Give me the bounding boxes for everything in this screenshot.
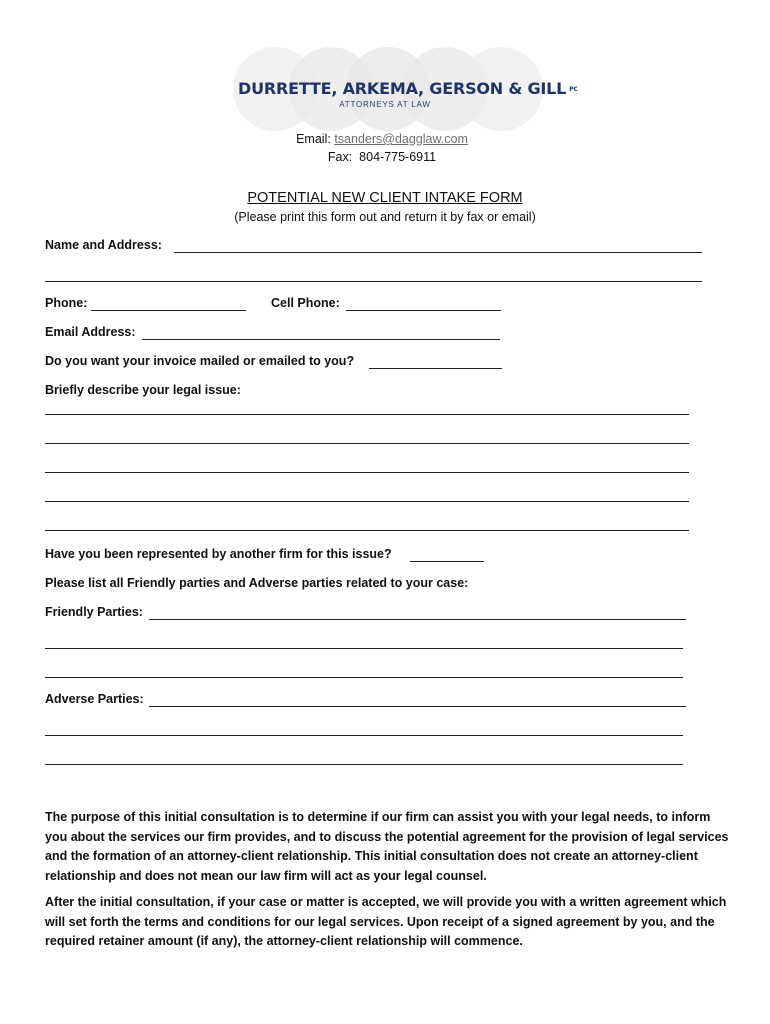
firm-name-text: DURRETTE, ARKEMA, GERSON & GILL (238, 79, 567, 98)
legal-issue-line-2[interactable] (45, 443, 689, 444)
name-address-line-2[interactable] (45, 281, 702, 282)
consultation-purpose-paragraph: The purpose of this initial consultation is to determine if our firm can assist you with your legal needs, to inform you about the services our firm provides, and to discuss the potential agreement for the provision of legal services and the formation of an attorney-client relationship. This initial consultation does not create an attorney-client relationship and does not mean our law firm will act as your legal counsel. (45, 810, 729, 883)
firm-suffix: PC (569, 86, 578, 93)
legal-issue-line-3[interactable] (45, 472, 689, 473)
friendly-parties-line-1[interactable] (149, 619, 686, 620)
adverse-parties-line-3[interactable] (45, 764, 683, 765)
email-address-label: Email Address: (45, 325, 136, 339)
firm-name (238, 79, 578, 98)
firm-logo (232, 46, 578, 132)
friendly-parties-label: Friendly Parties: (45, 605, 143, 619)
parties-instruction: Please list all Friendly parties and Adverse parties related to your case: (45, 576, 469, 590)
represented-answer-line[interactable] (410, 561, 484, 562)
friendly-parties-line-3[interactable] (45, 677, 683, 678)
form-subtitle: (Please print this form out and return it by fax or email) (234, 210, 536, 224)
firm-subtitle: ATTORNEYS AT LAW (339, 100, 431, 109)
legal-issue-line-5[interactable] (45, 530, 689, 531)
name-address-label: Name and Address: (45, 238, 162, 252)
friendly-parties-line-2[interactable] (45, 648, 683, 649)
adverse-parties-line-2[interactable] (45, 735, 683, 736)
cell-phone-line[interactable] (346, 310, 501, 311)
adverse-parties-line-1[interactable] (149, 706, 686, 707)
phone-line[interactable] (91, 310, 246, 311)
email-link[interactable]: tsanders@dagglaw.com (334, 132, 468, 146)
after-consultation-paragraph: After the initial consultation, if your case or matter is accepted, we will provide you with a written agreement which will set forth the terms and conditions for our legal services. Upon receipt of a signed agreement by you, and the required retainer amount (if any), the attorney-client relationship will commence. (45, 895, 727, 948)
phone-label: Phone: (45, 296, 88, 310)
name-address-line-1[interactable] (174, 252, 702, 253)
legal-issue-line-4[interactable] (45, 501, 689, 502)
fax-contact (0, 150, 767, 164)
email-contact (0, 132, 767, 146)
legal-issue-line-1[interactable] (45, 414, 689, 415)
invoice-answer-line[interactable] (369, 368, 502, 369)
represented-question-label: Have you been represented by another firm for this issue? (45, 547, 392, 561)
fax-label: Fax: (327, 150, 353, 164)
email-label: Email: (296, 132, 331, 146)
adverse-parties-label: Adverse Parties: (45, 692, 144, 706)
cell-phone-label: Cell Phone: (271, 296, 340, 310)
email-address-line[interactable] (142, 339, 500, 340)
invoice-question-label: Do you want your invoice mailed or emailed to you? (45, 354, 355, 368)
form-title: POTENTIAL NEW CLIENT INTAKE FORM (247, 190, 523, 206)
fax-number: 804-775-6911 (359, 150, 437, 164)
legal-issue-label: Briefly describe your legal issue: (45, 383, 241, 397)
